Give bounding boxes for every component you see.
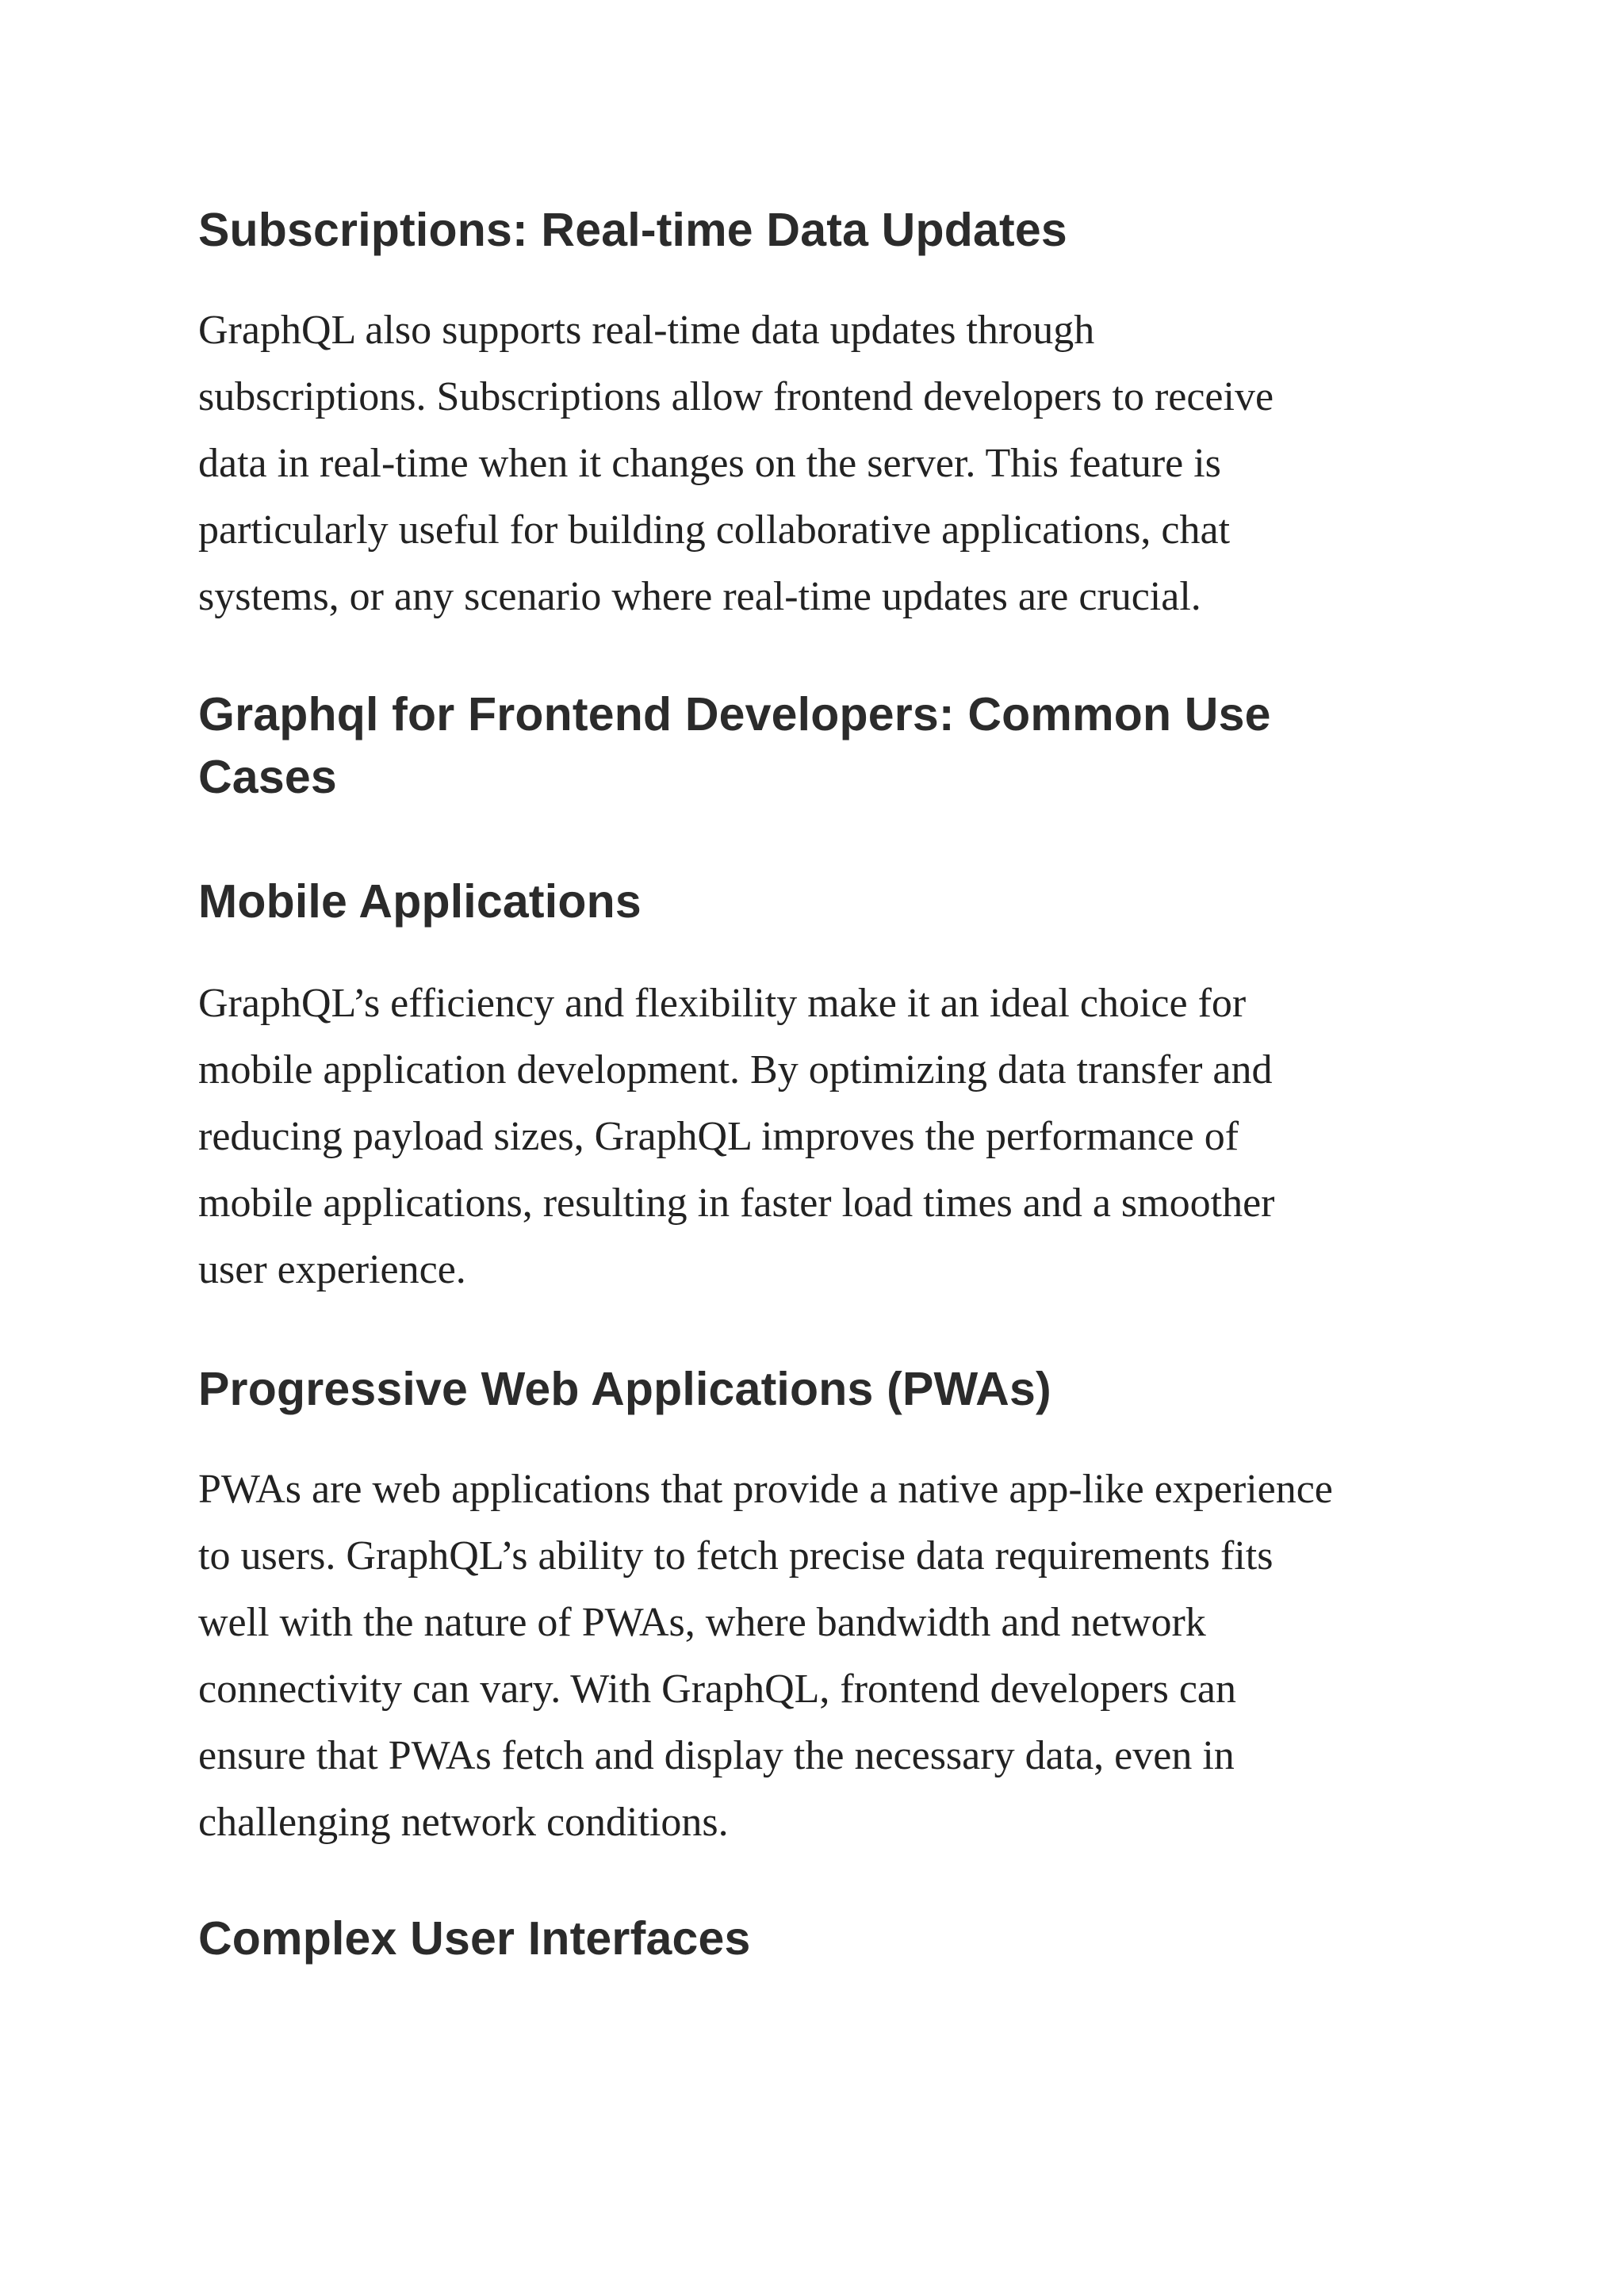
- paragraph-line: well with the nature of PWAs, where bandwidth and network: [198, 1600, 1206, 1645]
- paragraph-line: GraphQL’s efficiency and flexibility make it an ideal choice for: [198, 981, 1247, 1026]
- paragraph-line: mobile application development. By optimizing data transfer and: [198, 1047, 1273, 1093]
- section-heading: Cases: [198, 751, 337, 803]
- section-heading: Complex User Interfaces: [198, 1912, 751, 1965]
- section-heading: Graphql for Frontend Developers: Common Use: [198, 688, 1271, 740]
- section-heading: Progressive Web Applications (PWAs): [198, 1363, 1051, 1415]
- section-pwas: [198, 1358, 1467, 1421]
- paragraph-line: systems, or any scenario where real-time updates are crucial.: [198, 574, 1201, 619]
- section-body: [198, 297, 1467, 630]
- section-body: [198, 970, 1467, 1303]
- section-heading: Subscriptions: Real-time Data Updates: [198, 204, 1067, 256]
- paragraph-line: connectivity can vary. With GraphQL, frontend developers can: [198, 1667, 1236, 1712]
- section-mobile-applications: [198, 871, 1467, 933]
- section-complex-user-interfaces: [198, 1908, 1467, 1970]
- paragraph-line: subscriptions. Subscriptions allow frontend developers to receive: [198, 374, 1274, 419]
- section-common-use-cases: [198, 683, 1467, 809]
- section-subscriptions: [198, 199, 1467, 262]
- paragraph-line: reducing payload sizes, GraphQL improves the performance of: [198, 1114, 1239, 1159]
- paragraph-line: GraphQL also supports real-time data updates through: [198, 308, 1095, 353]
- paragraph-line: PWAs are web applications that provide a native app-like experience: [198, 1467, 1333, 1512]
- paragraph-line: user experience.: [198, 1247, 466, 1292]
- section-heading: Mobile Applications: [198, 875, 642, 928]
- paragraph-line: challenging network conditions.: [198, 1800, 729, 1845]
- paragraph-line: particularly useful for building collaborative applications, chat: [198, 507, 1231, 553]
- paragraph-line: data in real-time when it changes on the server. This feature is: [198, 441, 1221, 486]
- section-body: [198, 1456, 1467, 1856]
- paragraph-line: to users. GraphQL’s ability to fetch precise data requirements fits: [198, 1533, 1274, 1578]
- paragraph-line: mobile applications, resulting in faster load times and a smoother: [198, 1181, 1275, 1226]
- paragraph-line: ensure that PWAs fetch and display the necessary data, even in: [198, 1733, 1235, 1778]
